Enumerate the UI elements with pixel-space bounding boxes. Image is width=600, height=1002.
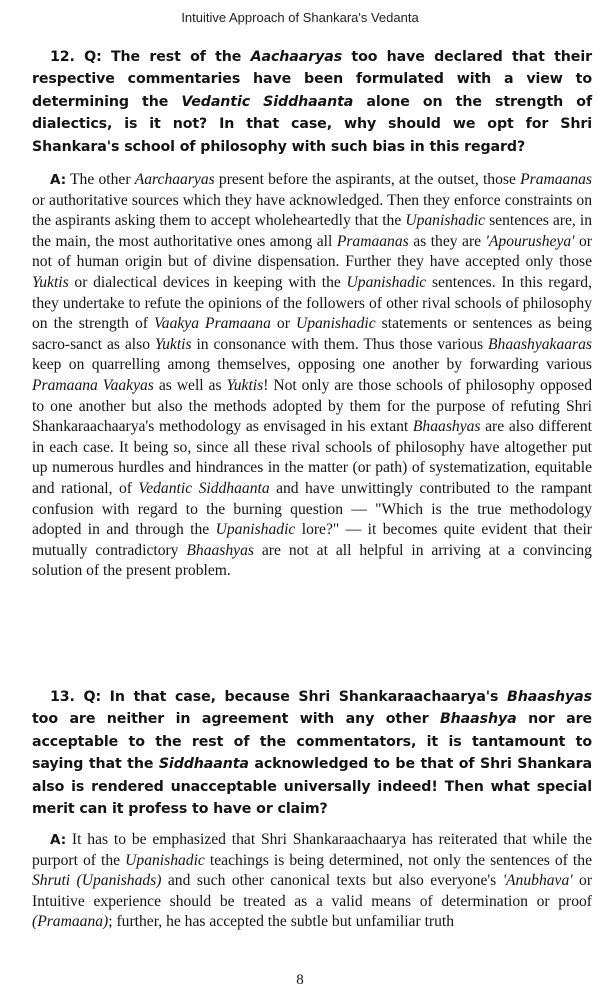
page-number: 8 — [296, 972, 304, 988]
answer-13 — [32, 830, 592, 933]
answer-text: It has to be emphasized that Shri Shankaraachaarya has reiterated that while the purport of the Upanishadic teachings is being determined, not only the sentences of the Shruti (Upanishads) and such other canonical texts but also everyone's 'Anubhava' or Intuitive experience should be treated as a valid means of determination or proof (Pramaana); further, he has accepted the subtle but unfamiliar truth — [32, 831, 593, 931]
answer-12 — [32, 170, 592, 582]
answer-label: A: — [50, 832, 67, 848]
question-13 — [32, 686, 592, 820]
running-header: Intuitive Approach of Shankara's Vedanta — [181, 10, 419, 25]
answer-label: A: — [50, 172, 67, 188]
question-12 — [32, 46, 592, 158]
question-label: Q: — [83, 689, 102, 705]
answer-text: The other Aarchaaryas present before the aspirants, at the outset, those Pramaanas or authoritative sources which they have acknowledged. Then they enforce constraints on the aspirants asking them to accept wholeheartedly that the Upanishadic sentences are, in the main, the most authoritative ones among all Pramaanas as they are 'Apourusheya' or not of human origin but of divine dispensation. Further they have accepted only those Yuktis or dialectical devices in keeping with the Upanishadic sentences. In this regard, they undertake to refute the opinions of the followers of other rival schools of philosophy on the strength of Vaakya Pramaana or Upanishadic statements or sentences as being sacro-sanct as also Yuktis in consonance with them. Thus those various Bhaashyakaaras keep on quarrelling among themselves, opposing one another by forwarding various Pramaana Vaakyas as well as Yuktis! Not only are those schools of philosophy opposed to one another but also the methods adopted by them for the purpose of refuting Shri Shankaraachaarya's methodology as envisaged in his extant Bhaashyas are also different in each case. It being so, since all these rival schools of philosophy have altogether put up numerous hurdles and hindrances in the matter (or path) of systematization, equitable and rational, of Vedantic Siddhaanta and have unwittingly contributed to the rampant confusion with regard to the burning question — "Which is the true methodology adopted in and through the Upanishadic lore?" — it becomes quite evident that their mutually contradictory Bhaashyas are not at all helpful in arriving at a convincing solution of the present problem. — [32, 171, 593, 580]
question-number: 12. — [50, 49, 75, 65]
question-number: 13. — [50, 689, 75, 705]
question-label: Q: — [84, 49, 102, 65]
question-text: In that case, because Shri Shankaraachaarya's Bhaashyas too are neither in agreement with any other Bhaashya nor are acceptable to the rest of the commentators, it is tantamount to saying that the Siddhaanta acknowledged to be that of Shri Shankara also is rendered unacceptable universally indeed! Then what special merit can it profess to have or claim? — [32, 689, 593, 818]
question-text: The rest of the Aachaaryas too have declared that their respective commentaries have been formulated with a view to determining the Vedantic Siddhaanta alone on the strength of dialectics, is it not? In that case, why should we opt for Shri Shankara's school of philosophy with such bias in this regard? — [32, 49, 593, 155]
